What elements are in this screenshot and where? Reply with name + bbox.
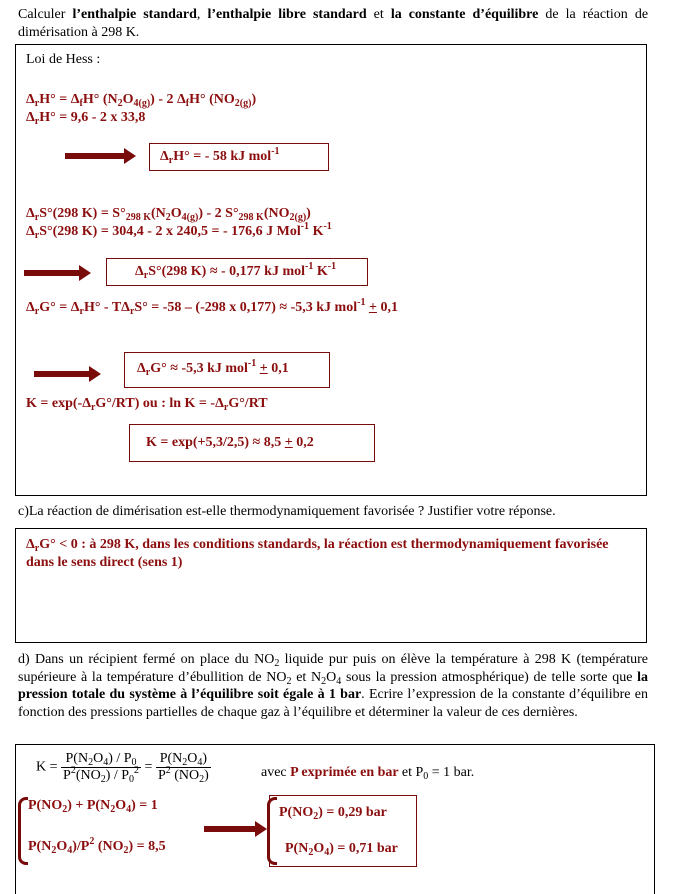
term-constante: la constante d’équilibre <box>390 7 539 22</box>
term-enthalpie: l’enthalpie standard <box>72 7 197 22</box>
result-frame <box>269 795 417 867</box>
result-g: $\Delta_rG^\circ \approx -5,3$ kJ mol$^{-1}$ + 0,1 <box>137 358 289 378</box>
result-box-s <box>106 258 368 286</box>
result-s: $\Delta_rS^\circ(298$ K) ≈ - 0,177 kJ mol$^{-1}$ $K^{-1}$ <box>135 261 337 281</box>
system-eq-1: $P(NO_2) + P(N_2O_4) = 1$ <box>28 798 158 815</box>
result-box-pressures <box>259 795 417 867</box>
term-enthalpie-libre: l’enthalpie libre standard <box>207 7 367 22</box>
system-eq-2: $P(N_2O_4)/P^2$ $(NO_2) = 8,5$ <box>28 836 166 856</box>
result-box-k <box>129 424 375 462</box>
result-h: $\Delta_rH^\circ$ = - 58 kJ mol$^{-1}$ <box>160 146 280 166</box>
arrow-right-icon <box>34 371 90 377</box>
result-box-g <box>124 352 330 388</box>
brace-left-icon <box>18 797 28 865</box>
unit-note: avec P exprimée en bar et $P_0 = 1$ bar. <box>261 765 475 782</box>
question-d: d) Dans un récipient fermé on place du $NO_2$ liquide pur puis on élève la température à 298 K (température supérieure à la température d’ébullition de $NO_2$ et $N_2O_4$ sous la pression atmosphérique) de telle sorte que la pression totale du système à l’équilibre soit égale à 1 bar. Ecrire l’expression de la constante d’équilibre en fonction des pressions partielles de chaque gaz à l’équilibre et déterminer la valeur de ces dernières. <box>18 652 649 720</box>
k-expression: K = $\frac{P(N_2O_4) / P_0}{P^2(NO_2) / P_0^2}$ = $\frac{P(N_2O_4)}{P^2 (NO_2)}$ <box>36 751 209 785</box>
question-b: Calculer l’enthalpie standard, l’enthalpie libre standard et la constante d’équilibre de la réaction de dimérisation à 298 K. <box>18 7 649 40</box>
entropy-line-2: $\Delta_rS^\circ(298$ K) = 304,4 - 2 x 240,5 = - 176,6 J Mol$^{-1}$ $K^{-1}$ <box>26 221 332 241</box>
arrow-right-icon <box>65 153 125 159</box>
result-k: K = exp(+5,3/2,5) ≈ 8,5 + 0,2 <box>146 435 314 450</box>
result-box-h <box>149 143 329 171</box>
answer-box-d <box>15 744 655 894</box>
gibbs-line: $\Delta_rG^\circ = \Delta_rH^\circ - T\Delta_rS^\circ = -58 - (-298$ x 0,177) ≈ -5,3 kJ mol$^{-1}$ + 0,1 <box>26 297 398 317</box>
answer-c: $\Delta_rG^\circ < 0$ : à 298 K, dans les conditions standards, la réaction est thermodynamiquement favorisée dans le sens direct (sens 1) <box>26 537 609 570</box>
result-p-no2: $P(NO_2) = 0,29$ bar <box>279 805 387 822</box>
answer-box-c <box>15 528 647 643</box>
hess-line-1: $\Delta_rH^\circ = \Delta_fH^\circ$ $(N_2O_{4(g)}) - 2$ $\Delta_fH^\circ$ $(NO_{2(g)})$ <box>26 92 257 109</box>
hess-label: Loi de Hess : <box>26 52 101 67</box>
result-p-n2o4: $P(N_2O_4) = 0,71$ bar <box>285 841 398 858</box>
arrow-right-icon <box>24 270 80 276</box>
key-condition: la pression totale du système à l’équilibre soit égale à 1 bar <box>18 669 649 702</box>
hess-line-2: $\Delta_rH^\circ = 9,6 - 2$ x 33,8 <box>26 110 146 127</box>
answer-box-b <box>15 44 647 496</box>
entropy-line-1: $\Delta_rS^\circ(298$ $K) = S^\circ_{298 K}(N_2O_{4(g)}) - 2$ $S^\circ_{298 K}(NO_{2(g)})$ <box>26 206 311 223</box>
arrow-right-icon <box>204 826 256 832</box>
k-relation: $K = \exp(-\Delta_rG^\circ/RT)$ ou : $\ln K = -\Delta_rG^\circ/RT$ <box>26 396 268 413</box>
question-c: c)La réaction de dimérisation est-elle thermodynamiquement favorisée ? Justifier votre réponse. <box>18 504 556 519</box>
